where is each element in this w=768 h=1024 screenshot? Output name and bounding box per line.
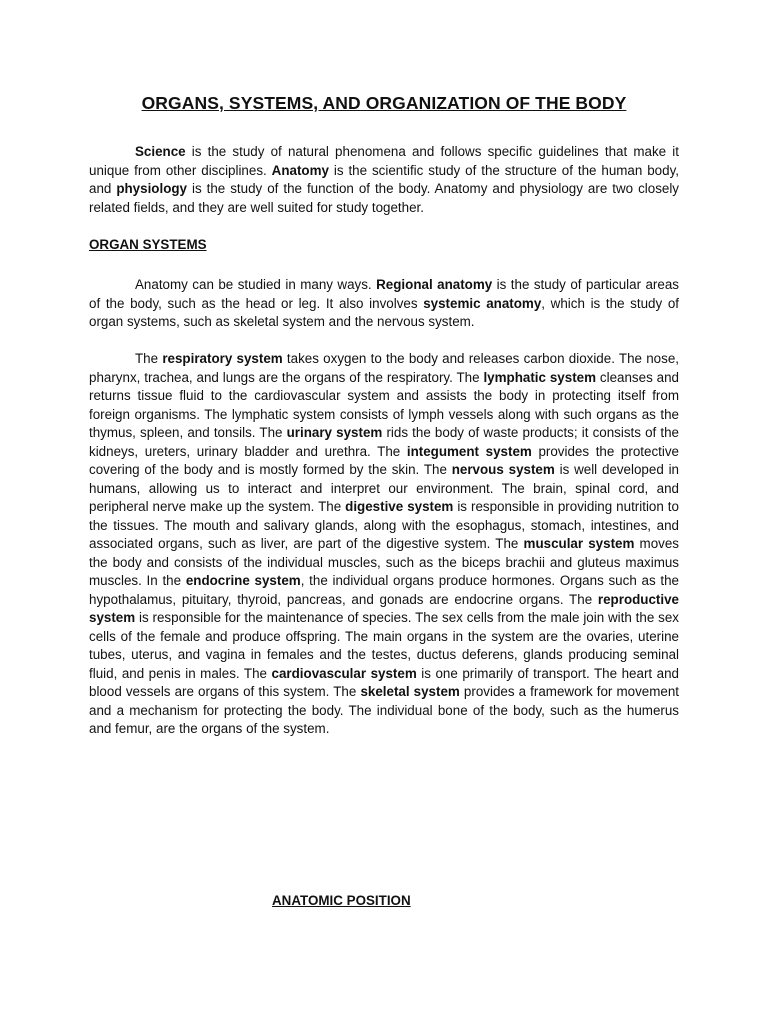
text-run: takes oxygen to the body and releases carbon dioxide. The nose, pharynx, trachea, and lungs are the organs of the respiratory. The <box>89 351 679 385</box>
bold-term: endocrine system <box>185 573 301 588</box>
bold-term: urinary system <box>286 425 383 440</box>
bold-term: skeletal system <box>360 684 460 699</box>
text-run: is the study of the function of the body. Anatomy and physiology are two closely related fields, and they are well suited for study together. <box>89 181 680 215</box>
document-title: ORGANS, SYSTEMS, AND ORGANIZATION OF THE BODY <box>141 93 627 113</box>
text-run: is the study of particular areas of the body, such as the head or leg. It also involves <box>89 277 679 311</box>
bold-term: muscular system <box>523 536 635 551</box>
bold-term: lymphatic system <box>483 369 597 385</box>
bold-term: cardiovascular system <box>271 665 417 681</box>
text-run: , which is the study of organ systems, such as skeletal system and the nervous system. <box>89 295 680 329</box>
text-run: rids the body of waste products; it consists of the kidneys, ureters, urinary bladder and urethra. The <box>89 425 680 459</box>
bold-term: nervous system <box>451 462 555 477</box>
text-run: provides the protective covering of the body and is mostly formed by the skin. The <box>89 443 679 477</box>
bold-term: Science <box>135 144 186 159</box>
anatomy-paragraph <box>89 276 679 332</box>
intro-paragraph <box>89 143 679 217</box>
text-run: is the study of natural phenomena and follows specific guidelines that make it unique from other disciplines. <box>89 144 679 178</box>
text-run: cleanses and returns tissue fluid to the cardiovascular system and assists the body in protecting itself from foreign organisms. The lymphatic system consists of lymph vessels along with such organs as the thymus, spleen, and tonsils. The <box>89 369 679 440</box>
bold-term: integument system <box>406 443 532 459</box>
text-run: is the scientific study of the structure of the human body, and <box>89 162 680 196</box>
organ-systems-heading: ORGAN SYSTEMS <box>89 237 207 252</box>
bold-term: physiology <box>116 181 188 196</box>
text-run: is one primarily of transport. The heart and blood vessels are organs of this system. The <box>89 665 679 699</box>
systems-paragraph <box>89 350 679 739</box>
bold-term: reproductive system <box>89 591 679 625</box>
bold-term: respiratory system <box>162 351 283 366</box>
text-run: Anatomy can be studied in many ways. <box>135 277 377 292</box>
text-run: is well developed in humans, allowing us to interact and interpret our environment. The brain, spinal cord, and peripheral nerve make up the system. The <box>89 462 680 514</box>
text-run: provides a framework for movement and a mechanism for protecting the body. The individual bone of the body, such as the humerus and femur, are the organs of the system. <box>89 684 679 736</box>
bold-term: systemic anatomy <box>423 295 542 311</box>
anatomic-position-heading: ANATOMIC POSITION <box>272 893 411 908</box>
text-run: , the individual organs produce hormones. Organs such as the hypothalamus, pituitary, thyroid, pancreas, and gonads are endocrine organs. The <box>89 573 679 607</box>
bold-term: Anatomy <box>271 162 329 178</box>
text-run: The <box>135 351 163 366</box>
bold-term: digestive system <box>345 499 454 514</box>
text-run: is responsible in providing nutrition to the tissues. The mouth and salivary glands, along with the esophagus, stomach, intestines, and associated organs, such as liver, are part of the digestive system. The <box>89 499 679 551</box>
text-run: moves the body and consists of the individual muscles, such as the biceps brachii and gluteus maximus muscles. In the <box>89 536 679 588</box>
bold-term: Regional anatomy <box>376 277 493 292</box>
text-run: is responsible for the maintenance of species. The sex cells from the male join with the sex cells of the female and produce offspring. The main organs in the system are the ovaries, uterine tubes, uterus, and vagina in females and the testes, ductus deferens, glands producing seminal fluid, and penis in males. The <box>89 610 679 681</box>
